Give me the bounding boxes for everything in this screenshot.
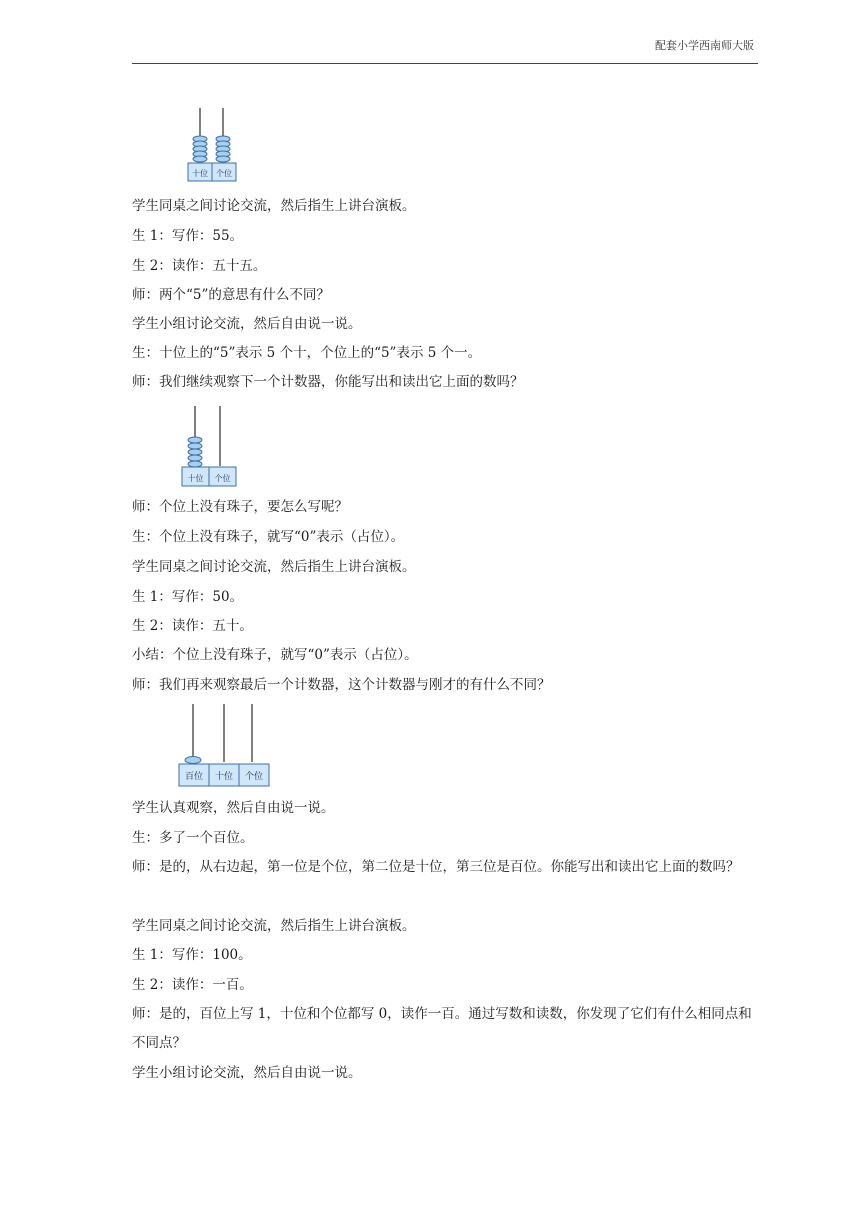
text-line: 生：个位上没有珠子，就写“0”表示（占位）。 [132, 529, 405, 545]
counter-abacus-100 [177, 702, 273, 790]
bead-hundreds [185, 757, 201, 764]
beads-tens [193, 136, 207, 162]
beads-ones [216, 136, 230, 162]
label-tens: 十位 [192, 169, 208, 178]
text-line: 师：个位上没有珠子，要怎么写呢？ [132, 499, 348, 515]
header-title: 配套小学西南师大版 [655, 39, 754, 52]
text-line: 学生同桌之间讨论交流，然后指生上讲台演板。 [132, 559, 416, 575]
text-line: 生 1：写作：100。 [132, 947, 252, 963]
text-line-wrapped: 师：是的，从右边起，第一位是个位，第二位是十位，第三位是百位。你能写出和读出它上面的数吗？ [132, 859, 740, 875]
text-line: 小结：个位上没有珠子，就写“0”表示（占位）。 [132, 647, 418, 663]
text-line: 生 2：读作：五十。 [132, 618, 253, 634]
text-line: 师：我们继续观察下一个计数器，你能写出和读出它上面的数吗？ [132, 374, 524, 390]
text-line: 师：两个“5”的意思有什么不同？ [132, 287, 330, 303]
label-tens: 十位 [187, 474, 204, 483]
label-ones: 个位 [244, 772, 264, 782]
text-line: 生：多了一个百位。 [132, 830, 254, 846]
text-line: 生：十位上的“5”表示 5 个十，个位上的“5”表示 5 个一。 [132, 345, 482, 361]
text-line: 学生同桌之间讨论交流，然后指生上讲台演板。 [132, 918, 416, 934]
label-ones: 个位 [214, 474, 231, 483]
label-ones: 个位 [216, 169, 232, 178]
label-hundreds: 百位 [184, 772, 204, 782]
text-line: 生 1：写作：50。 [132, 589, 244, 605]
text-line: 生 2：读作：五十五。 [132, 258, 267, 274]
label-tens: 十位 [214, 772, 234, 782]
text-line-wrapped: 师：是的，百位上写 1，十位和个位都写 0，读作一百。通过写数和读数，你发现了它们有什么相同点和不同点？ [132, 1006, 752, 1051]
text-line: 学生同桌之间讨论交流，然后指生上讲台演板。 [132, 198, 416, 214]
header-divider [132, 63, 758, 64]
text-line: 生 2：读作：一百。 [132, 977, 253, 993]
text-line: 学生小组讨论交流，然后自由说一说。 [132, 1065, 362, 1081]
text-line: 学生认真观察，然后自由说一说。 [132, 800, 335, 816]
beads-tens [188, 437, 202, 467]
text-line: 生 1：写作：55。 [132, 228, 244, 244]
text-line: 师：我们再来观察最后一个计数器，这个计数器与刚才的有什么不同？ [132, 677, 551, 693]
counter-abacus-50 [180, 404, 240, 490]
counter-abacus-55 [186, 106, 242, 184]
text-line: 学生小组讨论交流，然后自由说一说。 [132, 316, 362, 332]
